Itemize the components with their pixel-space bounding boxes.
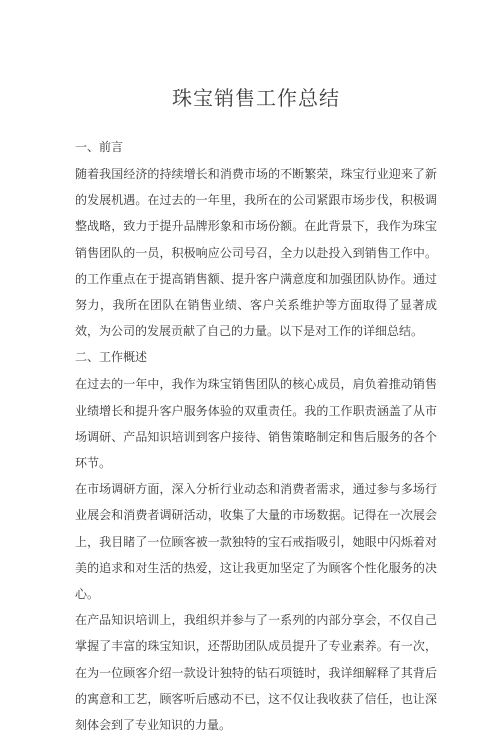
paragraph: 在过去的一年中，我作为珠宝销售团队的核心成员，肩负着推动销售业绩增长和提升客户服务体验的双重责任。我的工作职责涵盖了从市场调研、产品知识培训到客户接待、销售策略制定和售后服务的各个环节。 (75, 377, 437, 471)
paragraph: 随着我国经济的持续增长和消费市场的不断繁荣，珠宝行业迎来了新的发展机遇。在过去的一年里，我所在的公司紧跟市场步伐，积极调整战略，致力于提升品牌形象和市场份额。在此背景下，我作为珠宝销售团队的一员，积极响应公司号召，全力以赴投入到销售工作中。的工作重点在于提高销售额、提升客户满意度和加强团队协作。通过努力，我所在团队在销售业绩、客户关系维护等方面取得了显著成效，为公司的发展贡献了自己的力量。以下是对工作的详细总结。 (75, 167, 437, 339)
paragraph: 在市场调研方面，深入分析行业动态和消费者需求，通过参与多场行业展会和消费者调研活动，收集了大量的市场数据。记得在一次展会上，我目睹了一位顾客被一款独特的宝石戒指吸引，她眼中闪烁着对美的追求和对生活的热爱，这让我更加坚定了为顾客个性化服务的决心。 (75, 482, 437, 602)
section-heading-overview: 二、工作概述 (75, 350, 148, 365)
section-heading-preface: 一、前言 (75, 140, 124, 154)
document-title: 珠宝销售工作总结 (172, 86, 340, 110)
paragraph: 在产品知识培训上，我组织并参与了一系列的内部分享会，不仅自己掌握了丰富的珠宝知识，还帮助团队成员提升了专业素养。有一次，在为一位顾客介绍一款设计独特的钻石项链时，我详细解释了其背后的寓意和工艺，顾客听后感动不已，这不仅让我收获了信任，也让深刻体会到了专业知识的力量。 (75, 613, 437, 733)
section-preface (75, 134, 437, 344)
section-overview (75, 344, 437, 738)
